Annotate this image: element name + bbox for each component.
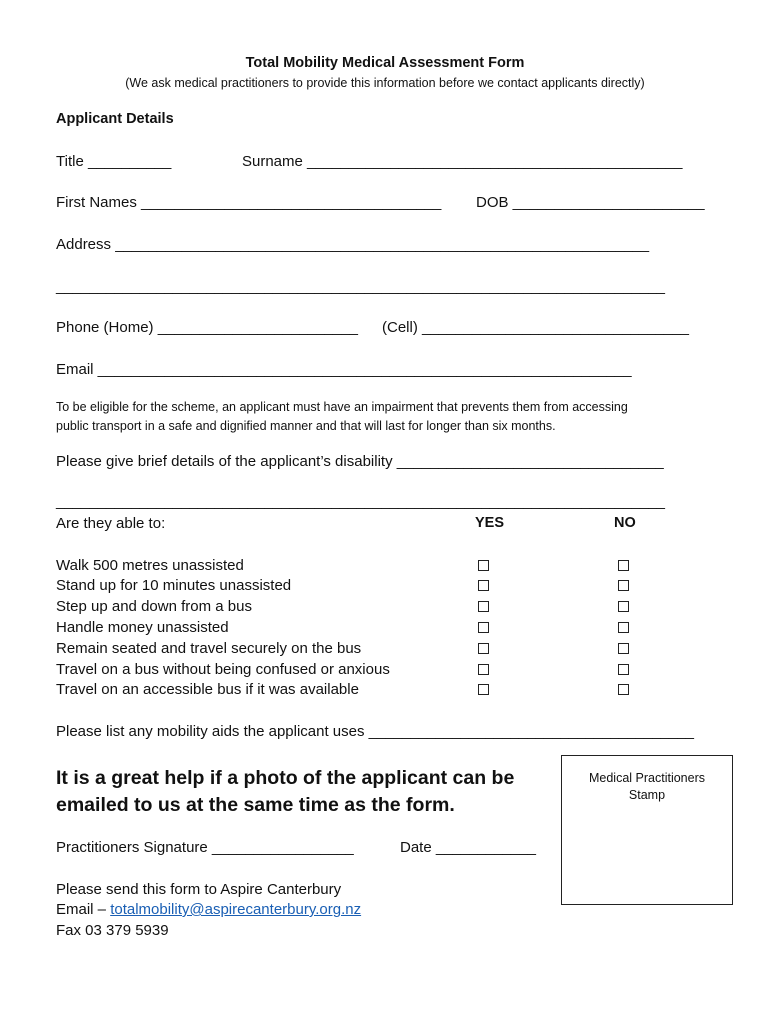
date-field[interactable]: Date ____________: [400, 839, 536, 856]
title-field[interactable]: Title __________: [56, 153, 172, 170]
contact-email-line: [56, 901, 361, 918]
ability-item-accessible-bus: Travel on an accessible bus if it was available: [56, 681, 359, 698]
yes-checkbox-accessible-bus[interactable]: [478, 684, 489, 695]
stamp-box: [561, 755, 733, 905]
fax-number: Fax 03 379 5939: [56, 922, 169, 939]
no-checkbox-accessible-bus[interactable]: [618, 684, 629, 695]
disability-details-field[interactable]: Please give brief details of the applicant’s disability ________________________________: [56, 453, 664, 470]
address-line-2[interactable]: _________________________________________________________________________: [56, 278, 665, 295]
form-title: Total Mobility Medical Assessment Form: [245, 55, 525, 71]
surname-field[interactable]: Surname _____________________________________________: [242, 153, 683, 170]
ability-item-walk: Walk 500 metres unassisted: [56, 557, 244, 574]
disability-details-line-2[interactable]: _________________________________________________________________________: [56, 493, 665, 510]
no-checkbox-confused[interactable]: [618, 664, 629, 675]
mobility-aids-field[interactable]: Please list any mobility aids the applicant uses _______________________________________: [56, 723, 695, 740]
ability-item-money: Handle money unassisted: [56, 619, 229, 636]
yes-checkbox-seated[interactable]: [478, 643, 489, 654]
stamp-label-line-2: Stamp: [628, 788, 666, 802]
yes-checkbox-money[interactable]: [478, 622, 489, 633]
yes-checkbox-confused[interactable]: [478, 664, 489, 675]
no-column-header: NO: [614, 515, 636, 531]
eligibility-text-line-2: public transport in a safe and dignified manner and that will last for longer than six months.: [56, 419, 556, 433]
no-checkbox-step[interactable]: [618, 601, 629, 612]
email-prefix: Email –: [56, 901, 111, 918]
phone-home-field[interactable]: Phone (Home) ________________________: [56, 319, 358, 336]
signature-field[interactable]: Practitioners Signature _________________: [56, 839, 354, 856]
yes-column-header: YES: [475, 515, 505, 531]
address-field[interactable]: Address ________________________________________________________________: [56, 236, 650, 253]
contact-email-link[interactable]: totalmobility@aspirecanterbury.org.nz: [110, 901, 362, 918]
yes-checkbox-walk[interactable]: [478, 560, 489, 571]
applicant-details-heading: Applicant Details: [56, 111, 174, 127]
eligibility-text-line-1: To be eligible for the scheme, an applicant must have an impairment that prevents them from accessing: [56, 400, 628, 414]
first-names-field[interactable]: First Names ____________________________________: [56, 194, 442, 211]
form-subtitle: (We ask medical practitioners to provide this information before we contact applicants directly): [125, 76, 645, 90]
abilities-question: Are they able to:: [56, 515, 166, 532]
yes-checkbox-step[interactable]: [478, 601, 489, 612]
email-field[interactable]: Email ________________________________________________________________: [56, 361, 632, 378]
dob-field[interactable]: DOB _______________________: [476, 194, 705, 211]
photo-note-line-2: emailed to us at the same time as the form.: [56, 794, 455, 816]
no-checkbox-stand[interactable]: [618, 580, 629, 591]
no-checkbox-money[interactable]: [618, 622, 629, 633]
no-checkbox-walk[interactable]: [618, 560, 629, 571]
stamp-label-line-1: Medical Practitioners: [588, 771, 705, 785]
no-checkbox-seated[interactable]: [618, 643, 629, 654]
yes-checkbox-stand[interactable]: [478, 580, 489, 591]
ability-item-step: Step up and down from a bus: [56, 598, 252, 615]
photo-note-line-1: It is a great help if a photo of the applicant can be: [56, 767, 515, 789]
phone-cell-field[interactable]: (Cell) ________________________________: [382, 319, 689, 336]
ability-item-seated: Remain seated and travel securely on the bus: [56, 640, 362, 657]
ability-item-confused: Travel on a bus without being confused or anxious: [56, 661, 390, 678]
ability-item-stand: Stand up for 10 minutes unassisted: [56, 577, 292, 594]
send-to-text: Please send this form to Aspire Canterbury: [56, 881, 342, 898]
